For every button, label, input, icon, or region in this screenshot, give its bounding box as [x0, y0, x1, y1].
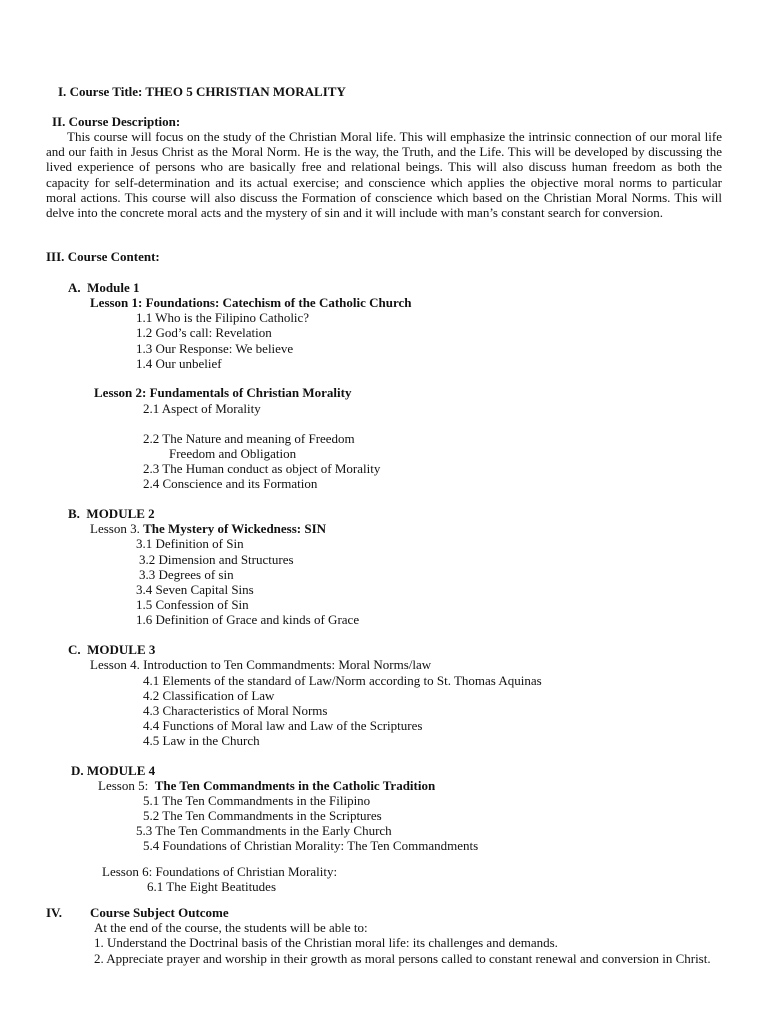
lesson-title: Lesson 2: Fundamentals of Christian Morality [94, 385, 352, 400]
module-heading [68, 280, 140, 295]
module-letter: C. [68, 642, 81, 657]
section-heading: Course Content: [67, 249, 160, 264]
course-description-heading [52, 114, 180, 129]
lesson-name: The Mystery of Wickedness: SIN [143, 521, 327, 536]
list-item: 3.3 Degrees of sin [139, 567, 234, 582]
lesson-prefix: Lesson 3. [90, 521, 140, 536]
list-item: 4.5 Law in the Church [143, 733, 260, 748]
list-item: 2.2 The Nature and meaning of Freedom [143, 431, 355, 446]
course-content-heading [46, 249, 160, 264]
list-item: 5.1 The Ten Commandments in the Filipino [143, 793, 371, 808]
module-heading [68, 642, 155, 657]
course-title: Course Title: THEO 5 CHRISTIAN MORALITY [69, 84, 346, 99]
list-item: 5.3 The Ten Commandments in the Early Church [136, 823, 392, 838]
list-item: 6.1 The Eight Beatitudes [147, 879, 277, 894]
module-heading [68, 506, 155, 521]
module-letter: D. [71, 763, 84, 778]
section-number: II. [52, 114, 66, 129]
list-item: 5.2 The Ten Commandments in the Scriptures [143, 808, 382, 823]
list-item: 5.4 Foundations of Christian Morality: The Ten Commandments [143, 838, 479, 853]
list-item: Freedom and Obligation [169, 446, 297, 461]
list-item: 2.1 Aspect of Morality [143, 401, 261, 416]
lesson-prefix: Lesson 5: [98, 778, 149, 793]
lesson-title: Lesson 1: Foundations: Catechism of the Catholic Church [90, 295, 412, 310]
list-item: 4.2 Classification of Law [143, 688, 275, 703]
list-item: 4.1 Elements of the standard of Law/Norm according to St. Thomas Aquinas [143, 673, 542, 688]
module-heading [71, 763, 155, 778]
list-item: 4.3 Characteristics of Moral Norms [143, 703, 328, 718]
outcome-intro: At the end of the course, the students will be able to: [94, 920, 368, 935]
lesson-name: The Ten Commandments in the Catholic Tradition [154, 778, 436, 793]
module-title: MODULE 2 [86, 506, 155, 521]
lesson-title [90, 521, 326, 536]
outcome-item: 1. Understand the Doctrinal basis of the Christian moral life: its challenges and demands. [94, 935, 558, 950]
list-item: 4.4 Functions of Moral law and Law of the Scriptures [143, 718, 423, 733]
course-description-paragraph: This course will focus on the study of the Christian Moral life. This will emphasize the intrinsic connection of our moral life and our faith in Jesus Christ as the Moral Norm. He is the way, the Truth, and the Life. This will be developed by discussing the lived experience of persons who are basically free and relational beings. This will also discuss human freedom as both the capacity for self-determination and its actual exercise; and conscience which applies the objective moral norms to particular moral actions. This course will also discuss the Formation of conscience which based on the Christian Moral Norms. This will delve into the concrete moral acts and the mystery of sin and it will include with man’s constant search for conversion. [46, 129, 722, 221]
module-title: Module 1 [87, 280, 140, 295]
list-item: 3.1 Definition of Sin [136, 536, 244, 551]
section-heading: Course Subject Outcome [90, 905, 229, 920]
list-item: 3.4 Seven Capital Sins [136, 582, 254, 597]
section-number: IV. [46, 905, 63, 920]
list-item: 1.2 God’s call: Revelation [136, 325, 272, 340]
module-letter: A. [68, 280, 81, 295]
list-item: 1.1 Who is the Filipino Catholic? [136, 310, 310, 325]
module-letter: B. [68, 506, 80, 521]
list-item: 1.3 Our Response: We believe [136, 341, 294, 356]
course-title-line [58, 84, 346, 99]
list-item: 2.3 The Human conduct as object of Morality [143, 461, 381, 476]
module-title: MODULE 3 [87, 642, 156, 657]
section-heading: Course Description: [68, 114, 181, 129]
lesson-title [98, 778, 435, 793]
list-item: 1.6 Definition of Grace and kinds of Grace [136, 612, 360, 627]
list-item: 1.4 Our unbelief [136, 356, 222, 371]
list-item: 1.5 Confession of Sin [136, 597, 249, 612]
outcome-item: 2. Appreciate prayer and worship in their growth as moral persons called to constant renewal and conversion in Christ. [94, 951, 711, 966]
module-title: MODULE 4 [86, 763, 156, 778]
lesson-title: Lesson 4. Introduction to Ten Commandments: Moral Norms/law [90, 657, 432, 672]
list-item: 3.2 Dimension and Structures [139, 552, 294, 567]
section-number: I. [58, 84, 67, 99]
list-item: 2.4 Conscience and its Formation [143, 476, 318, 491]
section-number: III. [46, 249, 65, 264]
lesson-title: Lesson 6: Foundations of Christian Morality: [102, 864, 338, 879]
